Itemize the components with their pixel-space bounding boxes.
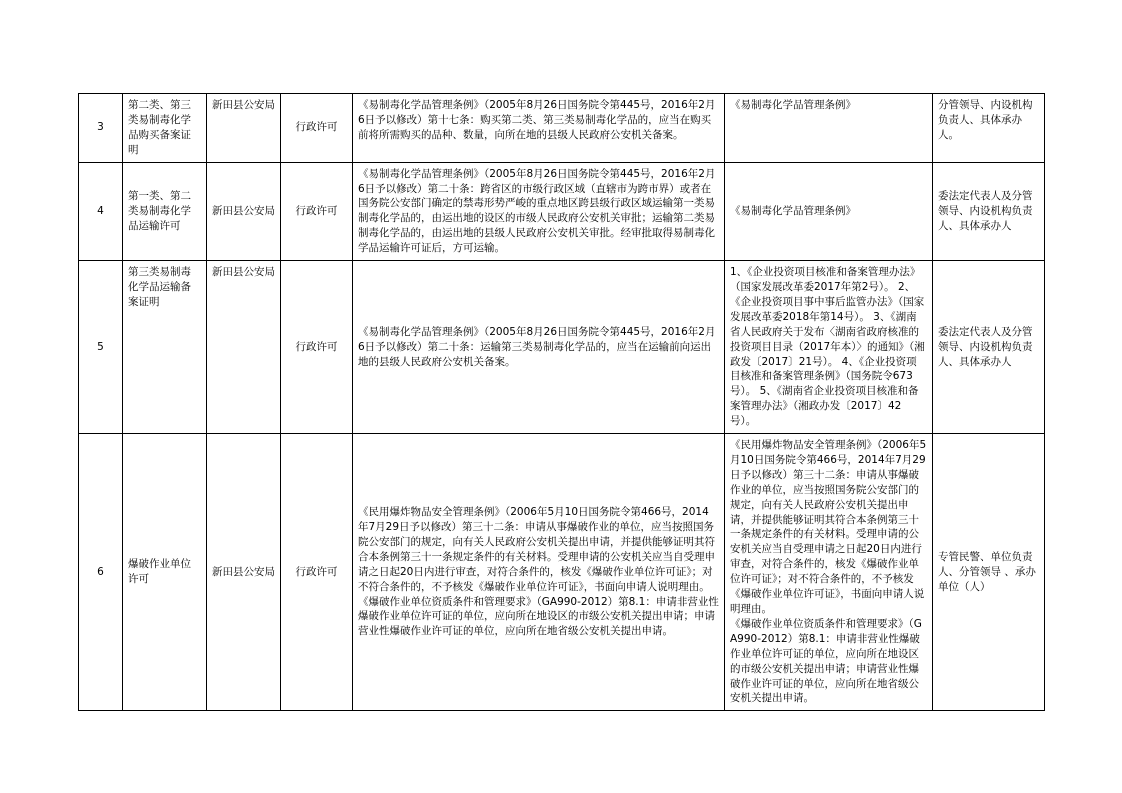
table-row (79, 261, 1045, 434)
responsible-person: 专管民警、单位负责人、分管领导 、承办单位（人） (933, 434, 1045, 711)
administrative-license-table (78, 93, 1045, 711)
row-number: 4 (79, 162, 123, 260)
responsible-person: 委法定代表人及分管领导、内设机构负责人、具体承办人 (933, 261, 1045, 434)
row-number: 3 (79, 94, 123, 163)
row-number: 5 (79, 261, 123, 434)
item-name: 第一类、第二类易制毒化学品运输许可 (123, 162, 207, 260)
item-name: 第二类、第三类易制毒化学品购买备案证明 (123, 94, 207, 163)
related-basis: 《易制毒化学品管理条例》 (725, 94, 933, 163)
related-basis: 1、《企业投资项目核准和备案管理办法》（国家发展改革委2017年第2号）。 2、《企业投资项目事中事后监管办法》（国家发展改革委2018年第14号）。 3、《湖南省人民政府关于发布〈湖南省政府核准的投资项目目录（2017年本）〉的通知》（湘政发〔2017〕21号）。 4、《企业投资项目核准和备案管理条例》（国务院令673号）。 5、《湖南省企业投资项目核准和备案管理办法》（湘政办发〔2017〕42号）。 (725, 261, 933, 434)
legal-basis: 《易制毒化学品管理条例》（2005年8月26日国务院令第445号，2016年2月6日予以修改）第二十条：跨省区的市级行政区域（直辖市为跨市界）或者在国务院公安部门确定的禁毒形势严峻的重点地区跨县级行政区域运输第一类易制毒化学品的，由运出地的设区的市级人民政府公安机关审批；运输第二类易制毒化学品的，由运出地的县级人民政府公安机关审批。经审批取得易制毒化学品运输许可证后，方可运输。 (353, 162, 725, 260)
item-type: 行政许可 (281, 261, 353, 434)
table-row (79, 162, 1045, 260)
related-basis: 《民用爆炸物品安全管理条例》（2006年5月10日国务院令第466号，2014年7月29日予以修改）第三十二条：申请从事爆破作业的单位，应当按照国务院公安部门的规定，向有关人民政府公安机关提出申请，并提供能够证明其符合本条例第三十一条规定条件的有关材料。受理申请的公安机关应当自受理申请之日起20日内进行审查，对符合条件的，核发《爆破作业单位许可证》；对不符合条件的，不予核发《爆破作业单位许可证》，书面向申请人说明理由。 《爆破作业单位资质条件和管理要求》（GA990-2012）第8.1：申请非营业性爆破作业单位许可证的单位，应向所在地设区的市级公安机关提出申请；申请营业性爆破作业许可证的单位，应向所在地省级公安机关提出申请。 (725, 434, 933, 711)
item-name: 爆破作业单位许可 (123, 434, 207, 711)
legal-basis: 《易制毒化学品管理条例》（2005年8月26日国务院令第445号，2016年2月6日予以修改）第十七条：购买第二类、第三类易制毒化学品的，应当在购买前将所需购买的品种、数量，向所在地的县级人民政府公安机关备案。 (353, 94, 725, 163)
table-row (79, 434, 1045, 711)
item-type: 行政许可 (281, 434, 353, 711)
responsible-person: 委法定代表人及分管领导、内设机构负责人、具体承办人 (933, 162, 1045, 260)
row-number: 6 (79, 434, 123, 711)
responsible-person: 分管领导、内设机构负责人、具体承办人。 (933, 94, 1045, 163)
item-type: 行政许可 (281, 94, 353, 163)
table-row (79, 94, 1045, 163)
implementing-agency: 新田县公安局 (207, 434, 281, 711)
legal-basis: 《易制毒化学品管理条例》（2005年8月26日国务院令第445号，2016年2月6日予以修改）第二十条：运输第三类易制毒化学品的，应当在运输前向运出地的县级人民政府公安机关备案。 (353, 261, 725, 434)
related-basis: 《易制毒化学品管理条例》 (725, 162, 933, 260)
legal-basis: 《民用爆炸物品安全管理条例》（2006年5月10日国务院令第466号，2014年7月29日予以修改）第三十二条：申请从事爆破作业的单位，应当按照国务院公安部门的规定，向有关人民政府公安机关提出申请，并提供能够证明其符合本条例第三十一条规定条件的有关材料。受理申请的公安机关应当自受理申请之日起20日内进行审查，对符合条件的，核发《爆破作业单位许可证》；对不符合条件的，不予核发《爆破作业单位许可证》，书面向申请人说明理由。 《爆破作业单位资质条件和管理要求》（GA990-2012）第8.1：申请非营业性爆破作业单位许可证的单位，应向所在地设区的市级公安机关提出申请；申请营业性爆破作业许可证的单位，应向所在地省级公安机关提出申请。 (353, 434, 725, 711)
implementing-agency: 新田县公安局 (207, 162, 281, 260)
implementing-agency: 新田县公安局 (207, 261, 281, 434)
item-name: 第三类易制毒化学品运输备案证明 (123, 261, 207, 434)
item-type: 行政许可 (281, 162, 353, 260)
table-container (78, 93, 1044, 711)
implementing-agency: 新田县公安局 (207, 94, 281, 163)
